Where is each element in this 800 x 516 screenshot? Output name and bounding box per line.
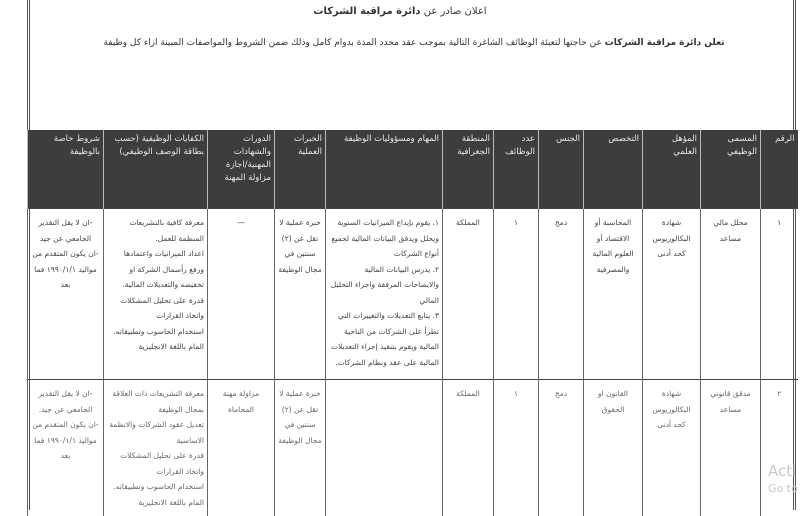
announcement-intro [40,38,788,48]
table-row [28,209,798,380]
table-cell: ١ [494,380,539,516]
table-cell: ١ [494,209,539,380]
watermark-line2: Go to [768,480,798,498]
table-cell: محلل مالي مساعد [701,209,761,380]
table-cell: ٢ [761,380,798,516]
announcement-title [0,6,800,17]
table-cell: مزاولة مهنة المحاماة [208,380,275,516]
column-header: المؤهل العلمي [643,130,701,209]
column-header: عدد الوظائف [494,130,539,209]
column-header: الجنس [539,130,584,209]
jobs-table [27,130,798,516]
column-header: المسمى الوظيفي [701,130,761,209]
table-cell: -ان لا يقل التقدير الجامعي عن جيد -ان يكون المتقدم من مواليد ١٩٩٠/١/١ فما بعد [28,209,104,380]
table-cell: خبرة عملية لا تقل عن (٢) سنتين في مجال الوظيفة [275,380,326,516]
table-cell: دمج [539,380,584,516]
table-cell: ١ [761,209,798,380]
table-cell: المملكة [443,380,494,516]
table-cell [326,380,443,516]
table-cell: شهادة البكالوريوس كحد أدنى [643,380,701,516]
column-header: الكفايات الوظيفية (حسب بطاقة الوصف الوظيفي) [104,130,208,209]
table-cell: -ان لا يقل التقدير الجامعي عن جيد. -ان يكون المتقدم من مواليد ١٩٩٠/١/١ فما بعد [28,380,104,516]
column-header: الخبرات العملية [275,130,326,209]
column-header: شروط خاصة بالوظيفة [28,130,104,209]
column-header: الرقم [761,130,798,209]
column-header: التخصص [584,130,643,209]
column-header: المنطقة الجغرافية [443,130,494,209]
intro-text: عن حاجتها لتعبئة الوظائف الشاغرة التالية بموجب عقد محدد المدة بدوام كامل وذلك ضمن الشروط والمواصفات المبينة ازاء كل وظيفة [103,38,601,48]
table-cell: ١. يقوم بإيداع الميزانيات السنوية ويحلل ويدقق البيانات المالية لجميع أنواع الشركات ٢. يدرس البيانات المالية والايضاحات المرفقة واجراء التحليل المالي ٣. يتابع التعديلات والتغييرات التي تطرأ على الشركات من الناحية المالية ويقوم بتنفيذ إجراء التعديلات المالية على عقد ونظام الشركات. [326,209,443,380]
table-row [28,380,798,516]
table-cell: شهادة البكالوريوس كحد أدنى [643,209,701,380]
windows-activation-watermark [768,462,798,498]
table-cell: — [208,209,275,380]
column-header: الدورات والشهادات المهنية/اجازة مزاولة المهنة [208,130,275,209]
table-cell: المملكة [443,209,494,380]
title-department: دائرة مراقبة الشركات [313,6,420,17]
watermark-line1: Acti [768,462,798,480]
title-prefix: اعلان صادر عن [424,6,487,17]
column-header: المهام ومسؤوليات الوظيفة [326,130,443,209]
table-cell: القانون او الحقوق [584,380,643,516]
table-header-row [28,130,798,209]
table-cell: خبرة عملية لا تقل عن (٢) سنتين في مجال الوظيفة [275,209,326,380]
table-cell: مدقق قانوني مساعد [701,380,761,516]
table-cell: معرفة التشريعات ذات العلاقة بمجال الوظيفة تعديل عقود الشركات والانظمة الاساسية قدرة على تحليل المشكلات واتخاذ القرارات استخدام الحاسوب وتطبيقاته. المام باللغة الانجليزية [104,380,208,516]
table-cell: دمج [539,209,584,380]
table-cell: المحاسبة أو الاقتصاد أو العلوم المالية والمصرفية [584,209,643,380]
intro-department: تعلن دائرة مراقبة الشركات [605,38,725,48]
table-cell: معرفة كافية بالتشريعات المنظمة للعمل. اعداد الميزانيات واعتمادها ورفع رأسمال الشركة او تخفيضه والتعديلات المالية. قدرة على تحليل المشكلات واتخاذ القرارات استخدام الحاسوب وتطبيقاته. المام باللغة الانجليزية [104,209,208,380]
